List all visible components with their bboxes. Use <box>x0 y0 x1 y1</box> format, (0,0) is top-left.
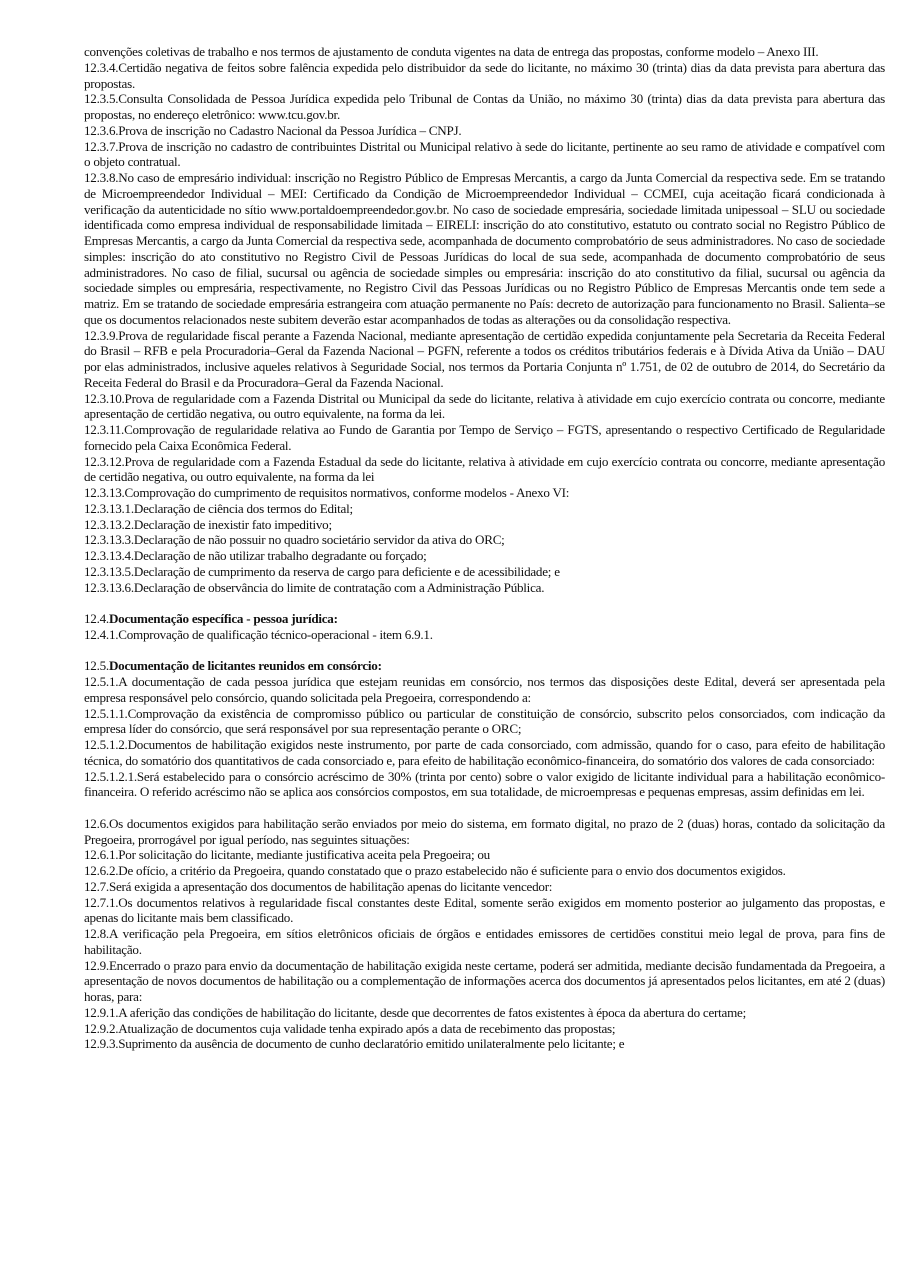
paragraph-12-7-1: 12.7.1.Os documentos relativos à regularidade fiscal constantes deste Edital, somente serão exigidos em momento posterior ao julgamento das propostas, e apenas do licitante mais bem classificado. <box>84 894 885 926</box>
paragraph-12-3-13-6: 12.3.13.6.Declaração de observância do limite de contratação com a Administração Pública. <box>84 579 545 595</box>
section-12-5-heading <box>84 658 885 674</box>
paragraph-anexo-iii: convenções coletivas de trabalho e nos termos de ajustamento de conduta vigentes na data de entrega das propostas, conforme modelo – Anexo III. <box>84 44 819 59</box>
paragraph-12-3-8: 12.3.8.No caso de empresário individual: inscrição no Registro Público de Empresas Mercantis, a cargo da Junta Comercial da respectiva sede. Em se tratando de Microempreendedor Individual – MEI: Certificado da Condição de Microempreendedor Individual – CCMEI, cuja aceitação ficará condicionada à verificação da autenticidade no sítio www.portaldoempreendedor.gov.br. No caso de sociedade empresária, sociedade limitada unipessoal – SLU ou sociedade identificada como empresa individual de responsabilidade limitada – EIRELI: inscrição do ato constitutivo, estatuto ou contrato social no Registro Público de Empresas Mercantis, a cargo da Junta Comercial da respectiva sede, acompanhada de documento comprobatório de seus administradores. No caso de sociedade simples: inscrição do ato constitutivo no Registro Civil de Pessoas Jurídicas do local de sua sede, acompanhada de documento comprobatório de seus administradores. No caso de filial, sucursal ou agência de sociedade simples ou empresária: inscrição do ato constitutivo da filial, sucursal ou agência da sociedade simples ou empresária, respectivamente, no Registro Civil das Pessoas Jurídicas ou no Registro Público de Empresas Mercantis onde tem sede a matriz. Em se tratando de sociedade empresária estrangeira com atuação permanente no País: decreto de autorização para funcionamento no Brasil. Salienta–se que os documentos relacionados neste subitem deverão estar acompanhados de todas as alterações ou da consolidação respectiva. <box>84 170 885 327</box>
paragraph-12-3-13: 12.3.13.Comprovação do cumprimento de requisitos normativos, conforme modelos - Anexo VI: <box>84 485 570 500</box>
paragraph-12-3-9: 12.3.9.Prova de regularidade fiscal perante a Fazenda Nacional, mediante apresentação de certidão expedida conjuntamente pela Secretaria da Receita Federal do Brasil – RFB e pela Procuradoria–Geral da Fazenda Nacional – PGFN, referente a todos os créditos tributários federais e à Dívida Ativa da União – DAU por elas administrados, inclusive aqueles relativos à Seguridade Social, nos termos da Portaria Conjunta nº 1.751, de 02 de outubro de 2014, do Secretário da Receita Federal do Brasil e da Procuradora–Geral da Fazenda Nacional. <box>84 327 885 390</box>
paragraph-12-3-6: 12.3.6.Prova de inscrição no Cadastro Nacional da Pessoa Jurídica – CNPJ. <box>84 122 462 138</box>
paragraph-12-5-1-2-1: 12.5.1.2.1.Será estabelecido para o consórcio acréscimo de 30% (trinta por cento) sobre o valor exigido de licitante individual para a habilitação econômico-financeira. O referido acréscimo não se aplica aos consórcios compostos, em sua totalidade, de microempresas e pequenas empresas, assim definidas em lei. <box>84 768 885 800</box>
paragraph-12-9-1: 12.9.1.A aferição das condições de habilitação do licitante, desde que decorrentes de fatos existentes à época da abertura do certame; <box>84 1004 746 1020</box>
paragraph-12-8: 12.8.A verificação pela Pregoeira, em sítios eletrônicos oficiais de órgãos e entidades emissores de certidões constitui meio legal de prova, para fins de habilitação. <box>84 926 885 957</box>
paragraph-12-9: 12.9.Encerrado o prazo para envio da documentação de habilitação exigida neste certame, poderá ser admitida, mediante decisão fundamentada da Pregoeira, a apresentação de novos documentos de habilitação ou a complementação de informações acerca dos documentos já apresentados pelos licitantes, em até 2 (duas) horas, para: <box>84 957 885 1004</box>
spacer <box>84 595 885 611</box>
paragraph-12-3-13-2: 12.3.13.2.Declaração de inexistir fato impeditivo; <box>84 516 332 532</box>
paragraph-12-3-12: 12.3.12.Prova de regularidade com a Fazenda Estadual da sede do licitante, relativa à atividade em cujo exercício contrata ou concorre, mediante apresentação de certidão negativa, ou outro equivalente, na forma da lei <box>84 453 885 485</box>
paragraph-12-3-13-3: 12.3.13.3.Declaração de não possuir no quadro societário servidor da ativa do ORC; <box>84 532 505 548</box>
paragraph-12-6: 12.6.Os documentos exigidos para habilitação serão enviados por meio do sistema, em formato digital, no prazo de 2 (duas) horas, contado da solicitação da Pregoeira, prorrogável por igual período, nas seguintes situações: <box>84 815 885 847</box>
paragraph-12-6-1: 12.6.1.Por solicitação do licitante, mediante justificativa aceita pela Pregoeira; ou <box>84 847 490 863</box>
paragraph-12-3-11: 12.3.11.Comprovação de regularidade relativa ao Fundo de Garantia por Tempo de Serviço – FGTS, apresentando o respectivo Certificado de Regularidade fornecido pela Caixa Econômica Federal. <box>84 422 885 453</box>
document-page <box>84 44 885 1052</box>
paragraph-12-9-2: 12.9.2.Atualização de documentos cuja validade tenha expirado após a data de recebimento das propostas; <box>84 1020 616 1036</box>
paragraph-12-7: 12.7.Será exigida a apresentação dos documentos de habilitação apenas do licitante vencedor: <box>84 878 553 894</box>
paragraph-12-5-1-2: 12.5.1.2.Documentos de habilitação exigidos neste instrumento, por parte de cada consorciado, com admissão, quando for o caso, para efeito de habilitação técnica, do somatório dos quantitativos de cada consorciado e, para efeito de habilitação econômico-financeira, do somatório dos valores de cada consorciado: <box>84 737 885 768</box>
paragraph-12-5-1: 12.5.1.A documentação de cada pessoa jurídica que estejam reunidas em consórcio, nos termos das disposições deste Edital, deverá ser apresentada pela empresa responsável pelo consórcio, quando solicitada pela Pregoeira, correspondendo a: <box>84 674 885 705</box>
paragraph-12-3-5: 12.3.5.Consulta Consolidada de Pessoa Jurídica expedida pelo Tribunal de Contas da União, no máximo 30 (trinta) dias da data prevista para abertura das propostas, no endereço eletrônico: www.tcu.gov.br. <box>84 91 885 122</box>
section-title: Documentação de licitantes reunidos em consórcio: <box>108 658 382 674</box>
section-title: Documentação específica - pessoa jurídica: <box>108 611 338 626</box>
paragraph-12-3-13-4: 12.3.13.4.Declaração de não utilizar trabalho degradante ou forçado; <box>84 548 427 563</box>
paragraph-12-3-7: 12.3.7.Prova de inscrição no cadastro de contribuintes Distrital ou Municipal relativo à sede do licitante, pertinente ao seu ramo de atividade e compatível com o objeto contratual. <box>84 138 885 170</box>
paragraph-12-3-13-5: 12.3.13.5.Declaração de cumprimento da reserva de cargo para deficiente e de acessibilidade; e <box>84 563 560 579</box>
section-12-4-heading <box>84 611 885 627</box>
spacer <box>84 643 885 659</box>
paragraph-12-9-3: 12.9.3.Suprimento da ausência de documento de cunho declaratório emitido unilateralmente pelo licitante; e <box>84 1036 625 1052</box>
paragraph-12-4-1: 12.4.1.Comprovação de qualificação técnico-operacional - item 6.9.1. <box>84 626 433 642</box>
paragraph-12-6-2: 12.6.2.De ofício, a critério da Pregoeira, quando constatado que o prazo estabelecido não é suficiente para o envio dos documentos exigidos. <box>84 863 786 878</box>
section-number: 12.5. <box>84 658 109 674</box>
paragraph-12-3-13-1: 12.3.13.1.Declaração de ciência dos termos do Edital; <box>84 500 353 516</box>
spacer <box>84 800 885 816</box>
section-number: 12.4. <box>84 611 109 626</box>
paragraph-12-3-4: 12.3.4.Certidão negativa de feitos sobre falência expedida pelo distribuidor da sede do licitante, no máximo 30 (trinta) dias da data prevista para abertura das propostas. <box>84 59 885 91</box>
paragraph-12-3-10: 12.3.10.Prova de regularidade com a Fazenda Distrital ou Municipal da sede do licitante, relativa à atividade em cujo exercício contrata ou concorre, mediante apresentação de certidão negativa, ou outro equivalente, na forma da lei. <box>84 390 885 422</box>
paragraph-12-5-1-1: 12.5.1.1.Comprovação da existência de compromisso público ou particular de constituição de consórcio, subscrito pelos consorciados, com indicação da empresa líder do consórcio, que será responsável por sua representação perante o ORC; <box>84 705 885 737</box>
